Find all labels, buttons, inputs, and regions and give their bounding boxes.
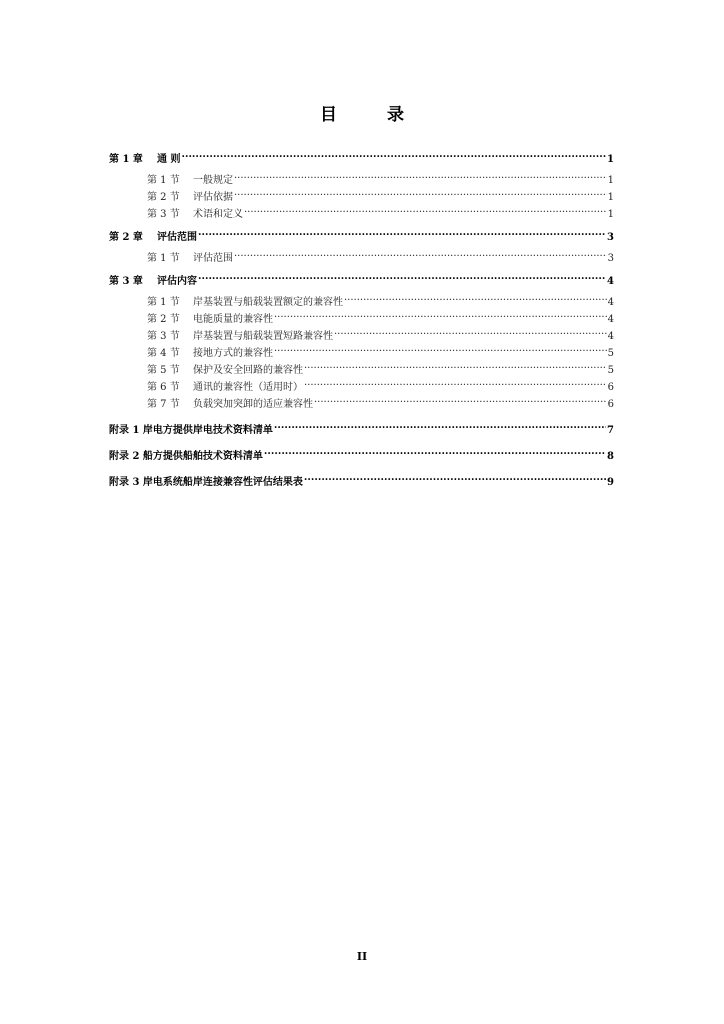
toc-section[interactable] (109, 361, 614, 378)
toc-section[interactable] (109, 293, 614, 310)
section-title: 保护及安全回路的兼容性 (193, 365, 303, 376)
chapter-number: 第 2 章 (109, 232, 143, 243)
section-number: 第 3 节 (147, 209, 180, 220)
toc-section-label (147, 346, 273, 361)
leader-dots (244, 205, 607, 217)
toc-section[interactable] (109, 327, 614, 344)
chapter-title: 评估内容 (157, 276, 197, 287)
toc-section-label (147, 329, 333, 344)
chapter-title: 评估范围 (157, 232, 197, 243)
table-of-contents (109, 150, 614, 496)
page-number: 5 (607, 365, 614, 376)
page-number: 1 (607, 154, 614, 165)
toc-section-label (147, 207, 243, 222)
leader-dots (234, 188, 607, 200)
page-number: 5 (607, 348, 614, 359)
toc-section-label (147, 251, 233, 266)
leader-dots (198, 228, 606, 240)
page-number: 4 (607, 314, 614, 325)
toc-section[interactable] (109, 378, 614, 395)
toc-appendix-3[interactable] (109, 473, 614, 490)
section-title: 通讯的兼容性（适用时） (193, 382, 303, 393)
toc-section[interactable] (109, 171, 614, 188)
section-number: 第 3 节 (147, 331, 180, 342)
page-number: 4 (607, 276, 614, 287)
toc-section-label (147, 295, 343, 310)
toc-chapter-label (109, 152, 180, 167)
footer-page-number: II (356, 950, 368, 963)
leader-dots (181, 150, 606, 162)
leader-dots (274, 421, 606, 433)
section-number: 第 5 节 (147, 365, 180, 376)
page-number: 4 (607, 297, 614, 308)
section-number: 第 1 节 (147, 297, 180, 308)
toc-appendix-2[interactable] (109, 447, 614, 464)
page-number: 4 (607, 331, 614, 342)
leader-dots (198, 272, 606, 284)
section-title: 电能质量的兼容性 (193, 314, 273, 325)
section-title: 术语和定义 (193, 209, 243, 220)
toc-chapter-label (109, 274, 197, 289)
section-title: 岸基装置与船载装置短路兼容性 (193, 331, 333, 342)
page-number: 3 (607, 253, 614, 264)
leader-dots (234, 171, 607, 183)
leader-dots (234, 249, 607, 261)
section-number: 第 6 节 (147, 382, 180, 393)
chapter-number: 第 1 章 (109, 154, 143, 165)
toc-chapter-1[interactable] (109, 150, 614, 167)
leader-dots (304, 361, 607, 373)
page-number: 7 (607, 425, 614, 436)
chapter-number: 第 3 章 (109, 276, 143, 287)
section-title: 接地方式的兼容性 (193, 348, 273, 359)
toc-section[interactable] (109, 395, 614, 412)
toc-chapter-label (109, 230, 197, 245)
toc-section[interactable] (109, 249, 614, 266)
toc-section[interactable] (109, 344, 614, 361)
chapter-title: 通 则 (157, 154, 181, 165)
section-number: 第 7 节 (147, 399, 180, 410)
appendix-title: 附录 3 岸电系统船岸连接兼容性评估结果表 (109, 477, 303, 488)
toc-section[interactable] (109, 205, 614, 222)
page-number: 1 (607, 175, 614, 186)
section-title: 岸基装置与船载装置额定的兼容性 (193, 297, 343, 308)
section-title: 评估范围 (193, 253, 233, 264)
page-number: 8 (607, 451, 614, 462)
leader-dots (274, 310, 607, 322)
toc-section-label (147, 397, 313, 412)
toc-section[interactable] (109, 310, 614, 327)
leader-dots (344, 293, 607, 305)
leader-dots (334, 327, 607, 339)
section-title: 一般规定 (193, 175, 233, 186)
toc-section[interactable] (109, 188, 614, 205)
page-title: 目 录 (320, 105, 426, 125)
leader-dots (304, 378, 607, 390)
section-number: 第 4 节 (147, 348, 180, 359)
toc-section-label (147, 173, 233, 188)
toc-section-label (147, 312, 273, 327)
leader-dots (304, 473, 606, 485)
section-number: 第 2 节 (147, 314, 180, 325)
page-number: 1 (607, 192, 614, 203)
section-number: 第 2 节 (147, 192, 180, 203)
leader-dots (314, 395, 607, 407)
page-number: 6 (607, 399, 614, 410)
section-title: 负载突加突卸的适应兼容性 (193, 399, 313, 410)
toc-appendix-1[interactable] (109, 421, 614, 438)
toc-chapter-3[interactable] (109, 272, 614, 289)
page-number: 6 (607, 382, 614, 393)
toc-section-label (147, 190, 233, 205)
page-number: 9 (607, 477, 614, 488)
page-number: 3 (607, 232, 614, 243)
leader-dots (264, 447, 606, 459)
section-title: 评估依据 (193, 192, 233, 203)
section-number: 第 1 节 (147, 253, 180, 264)
toc-chapter-2[interactable] (109, 228, 614, 245)
appendix-title: 附录 2 船方提供船舶技术资料清单 (109, 451, 263, 462)
toc-section-label (147, 363, 303, 378)
leader-dots (274, 344, 607, 356)
page-number: 1 (607, 209, 614, 220)
toc-section-label (147, 380, 303, 395)
section-number: 第 1 节 (147, 175, 180, 186)
appendix-title: 附录 1 岸电方提供岸电技术资料清单 (109, 425, 273, 436)
